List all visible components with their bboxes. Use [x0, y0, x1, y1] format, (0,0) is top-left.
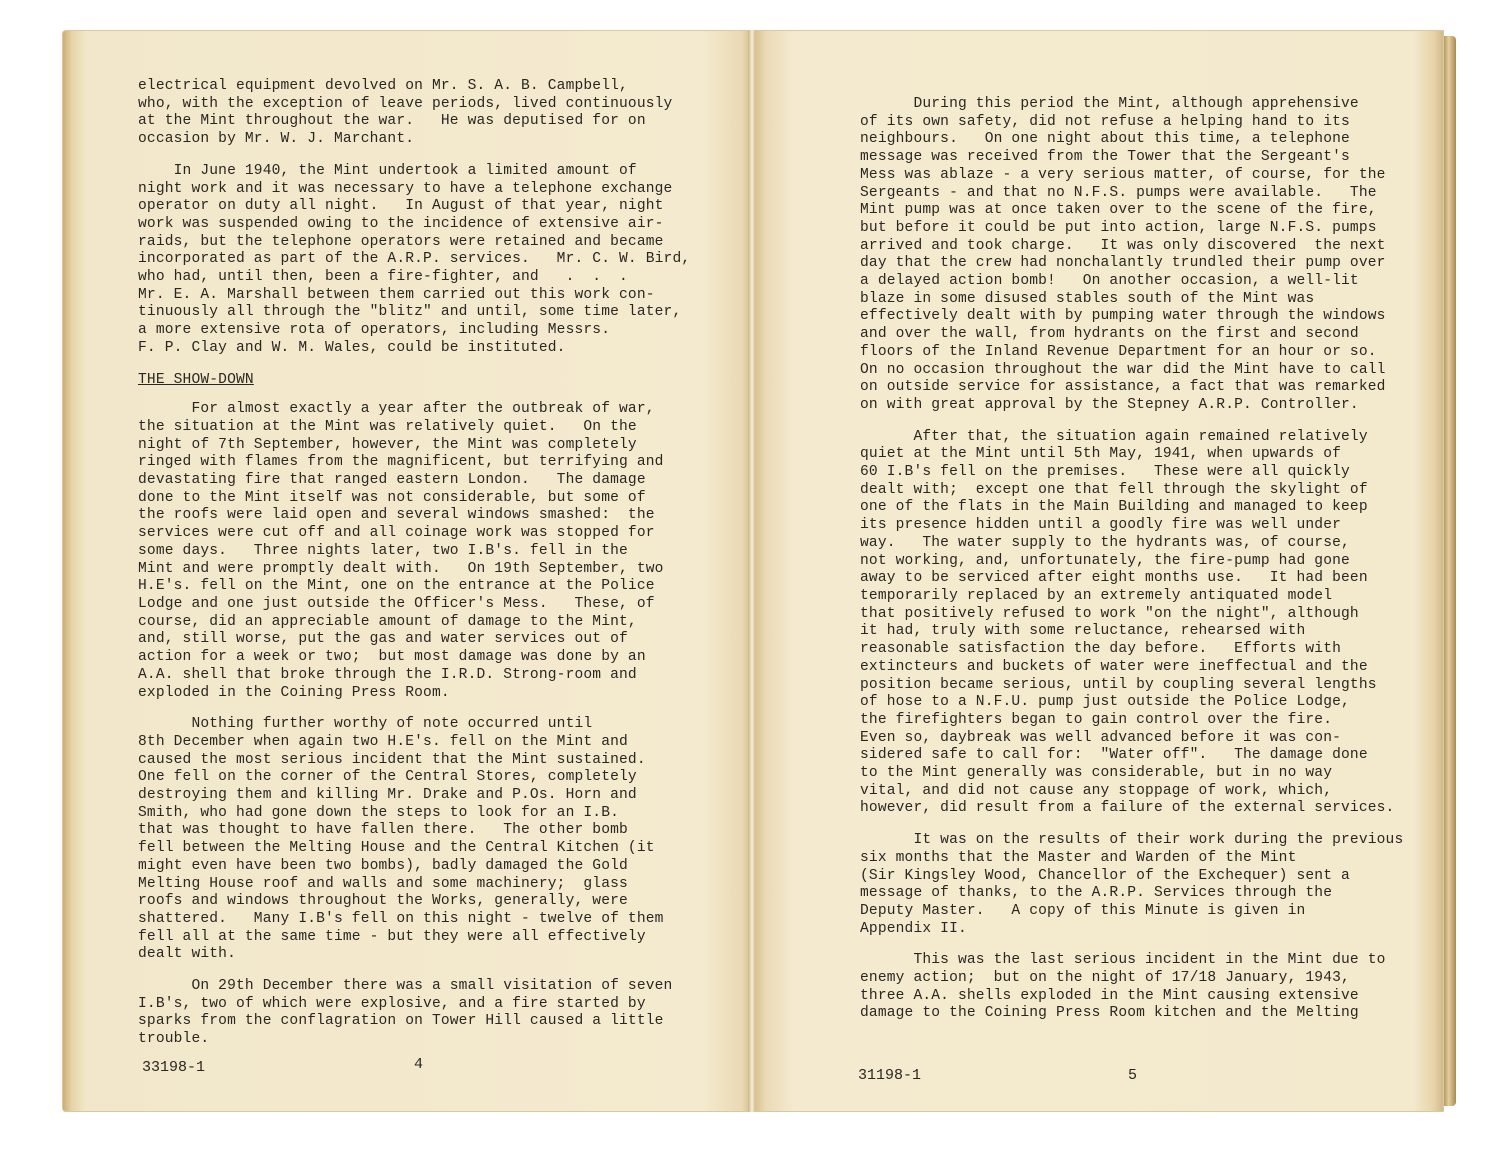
text-line: the roofs were laid open and several windows smashed: the — [138, 507, 655, 524]
text-line: 8th December when again two H.E's. fell on the Mint and — [138, 733, 628, 750]
text-line: message of thanks, to the A.R.P. Services through the — [860, 885, 1333, 902]
text-line: On no occasion throughout the war did the Mint have to call — [860, 361, 1386, 378]
text-line: of its own safety, did not refuse a helping hand to its — [860, 113, 1350, 130]
text-line: raids, but the telephone operators were retained and became — [138, 233, 664, 250]
text-line: might even have been two bombs), badly damaged the Gold — [138, 857, 628, 874]
text-line: quiet at the Mint until 5th May, 1941, when upwards of — [860, 446, 1342, 463]
paragraph — [138, 78, 718, 149]
paragraph — [860, 96, 1420, 415]
text-line: course, did an appreciable amount of damage to the Mint, — [138, 613, 637, 630]
text-line: at the Mint throughout the war. He was deputised for on — [138, 113, 646, 130]
text-line: Deputy Master. A copy of this Minute is given in — [860, 902, 1306, 919]
section-heading: THE SHOW-DOWN — [138, 371, 254, 388]
text-line: temporarily replaced by an extremely antiquated model — [860, 587, 1333, 604]
paragraph — [860, 429, 1420, 818]
booklet — [62, 30, 1457, 1115]
text-line: effectively dealt with by pumping water through the windows — [860, 308, 1386, 325]
text-line: sidered safe to call for: "Water off". The damage done — [860, 747, 1368, 764]
text-line: but before it could be put into action, large N.F.S. pumps — [860, 219, 1377, 236]
text-line: trouble. — [138, 1031, 210, 1048]
text-line: A.A. shell that broke through the I.R.D. Strong-room and — [138, 666, 637, 683]
text-line: destroying them and killing Mr. Drake and P.Os. Horn and — [138, 787, 637, 804]
text-line: Mint pump was at once taken over to the scene of the fire, — [860, 202, 1377, 219]
text-line: day that the crew had nonchalantly trundled their pump over — [860, 255, 1386, 272]
text-line: not working, and, unfortunately, the fire-pump had gone — [860, 552, 1350, 569]
text-line: 60 I.B's fell on the premises. These were all quickly — [860, 464, 1350, 481]
text-line: caused the most serious incident that the Mint sustained. — [138, 751, 646, 768]
text-line: H.E's. fell on the Mint, one on the entrance at the Police — [138, 578, 655, 595]
text-line: vital, and did not cause any stoppage of work, which, — [860, 782, 1333, 799]
text-line: dealt with. — [138, 946, 236, 963]
text-line: position became serious, until by coupling several lengths — [860, 676, 1377, 693]
text-line: In June 1940, the Mint undertook a limited amount of — [138, 162, 637, 179]
text-line: done to the Mint itself was not considerable, but some of — [138, 489, 646, 506]
text-line: (Sir Kingsley Wood, Chancellor of the Exchequer) sent a — [860, 867, 1350, 884]
left-page-text — [138, 78, 718, 1063]
text-line: away to be serviced after eight months use. It had been — [860, 570, 1368, 587]
text-line: and over the wall, from hydrants on the first and second — [860, 326, 1359, 343]
text-line: six months that the Master and Warden of the Mint — [860, 849, 1297, 866]
text-line: devastating fire that ranged eastern London. The damage — [138, 472, 646, 489]
text-line: a delayed action bomb! On another occasion, a well-lit — [860, 273, 1359, 290]
text-line: to the Mint generally was considerable, but in no way — [860, 765, 1333, 782]
text-line: Mr. E. A. Marshall between them carried out this work con- — [138, 286, 655, 303]
text-line: Mess was ablaze - a very serious matter, of course, for the — [860, 166, 1386, 183]
paragraph — [138, 716, 718, 964]
text-line: One fell on the corner of the Central Stores, completely — [138, 769, 637, 786]
text-line: and, still worse, put the gas and water services out of — [138, 631, 628, 648]
text-line: shattered. Many I.B's fell on this night - twelve of them — [138, 910, 664, 927]
text-line: that was thought to have fallen there. The other bomb — [138, 822, 628, 839]
text-line: sparks from the conflagration on Tower Hill caused a little — [138, 1013, 664, 1030]
text-line: that positively refused to work "on the night", although — [860, 605, 1359, 622]
text-line: During this period the Mint, although apprehensive — [860, 96, 1359, 112]
page-stack-edge — [1444, 36, 1456, 1106]
paragraph — [138, 978, 718, 1049]
text-line: For almost exactly a year after the outbreak of war, — [138, 401, 655, 418]
text-line: some days. Three nights later, two I.B's. fell in the — [138, 542, 628, 559]
left-page — [62, 30, 750, 1112]
text-line: exploded in the Coining Press Room. — [138, 684, 450, 701]
text-line: however, did result from a failure of the external services. — [860, 800, 1395, 817]
text-line: I.B's, two of which were explosive, and a fire started by — [138, 995, 646, 1012]
text-line: operator on duty all night. In August of that year, night — [138, 198, 664, 215]
text-line: a more extensive rota of operators, including Messrs. — [138, 322, 611, 339]
text-line: dealt with; except one that fell through the skylight of — [860, 481, 1368, 498]
text-line: After that, the situation again remained relatively — [860, 428, 1368, 445]
text-line: the firefighters began to gain control over the fire. — [860, 711, 1333, 728]
text-line: roofs and windows throughout the Works, generally, were — [138, 893, 628, 910]
paragraph — [860, 952, 1420, 1023]
left-footer-code: 33198-1 — [142, 1059, 206, 1076]
paragraph — [138, 401, 718, 702]
text-line: On 29th December there was a small visitation of seven — [138, 978, 673, 995]
text-line: one of the flats in the Main Building and managed to keep — [860, 499, 1368, 516]
text-line: Mint and were promptly dealt with. On 19th September, two — [138, 560, 664, 577]
right-page-number: 5 — [1128, 1067, 1138, 1084]
text-line: Melting House roof and walls and some machinery; glass — [138, 875, 628, 892]
text-line: the situation at the Mint was relatively quiet. On the — [138, 418, 637, 435]
text-line: who had, until then, been a fire-fighter, and . . . — [138, 269, 628, 286]
text-line: reasonable satisfaction the day before. Efforts with — [860, 641, 1342, 658]
text-line: who, with the exception of leave periods, lived continuously — [138, 95, 673, 112]
right-footer-code: 31198-1 — [858, 1067, 922, 1084]
text-line: damage to the Coining Press Room kitchen and the Melting — [860, 1005, 1359, 1022]
right-page-text — [860, 96, 1420, 1037]
paragraph — [860, 832, 1420, 938]
text-line: night of 7th September, however, the Mint was completely — [138, 436, 637, 453]
text-line: This was the last serious incident in the Mint due to — [860, 952, 1386, 969]
text-line: extincteurs and buckets of water were ineffectual and the — [860, 658, 1368, 675]
text-line: it had, truly with some reluctance, rehearsed with — [860, 623, 1306, 640]
text-line: occasion by Mr. W. J. Marchant. — [138, 131, 415, 148]
text-line: fell between the Melting House and the Central Kitchen (it — [138, 840, 655, 857]
text-line: work was suspended owing to the incidence of extensive air- — [138, 215, 664, 232]
text-line: of hose to a N.F.U. pump just outside the Police Lodge, — [860, 694, 1350, 711]
text-line: on with great approval by the Stepney A.R.P. Controller. — [860, 396, 1359, 413]
left-page-number: 4 — [414, 1056, 424, 1073]
text-line: Nothing further worthy of note occurred until — [138, 716, 593, 733]
text-line: electrical equipment devolved on Mr. S. A. B. Campbell, — [138, 78, 628, 94]
text-line: neighbours. On one night about this time, a telephone — [860, 131, 1350, 148]
text-line: fell all at the same time - but they were all effectively — [138, 928, 646, 945]
right-page — [754, 30, 1444, 1112]
text-line: message was received from the Tower that the Sergeant's — [860, 149, 1350, 166]
text-line: Lodge and one just outside the Officer's Mess. These, of — [138, 595, 655, 612]
text-line: night work and it was necessary to have a telephone exchange — [138, 180, 673, 197]
text-line: three A.A. shells exploded in the Mint causing extensive — [860, 987, 1359, 1004]
text-line: ringed with flames from the magnificent, but terrifying and — [138, 454, 664, 471]
text-line: floors of the Inland Revenue Department for an hour or so. — [860, 343, 1377, 360]
text-line: It was on the results of their work during the previous — [860, 832, 1404, 849]
text-line: action for a week or two; but most damage was done by an — [138, 649, 646, 666]
text-line: Smith, who had gone down the steps to look for an I.B. — [138, 804, 620, 821]
text-line: tinuously all through the "blitz" and until, some time later, — [138, 304, 682, 321]
text-line: way. The water supply to the hydrants was, of course, — [860, 534, 1350, 551]
text-line: incorporated as part of the A.R.P. services. Mr. C. W. Bird, — [138, 251, 691, 268]
text-line: its presence hidden until a goodly fire was well under — [860, 517, 1342, 534]
text-line: Even so, daybreak was well advanced before it was con- — [860, 729, 1342, 746]
text-line: services were cut off and all coinage work was stopped for — [138, 525, 655, 542]
text-line: Appendix II. — [860, 920, 967, 937]
text-line: F. P. Clay and W. M. Wales, could be instituted. — [138, 339, 566, 356]
text-line: enemy action; but on the night of 17/18 January, 1943, — [860, 970, 1350, 987]
paragraph — [138, 163, 718, 358]
text-line: Sergeants - and that no N.F.S. pumps were available. The — [860, 184, 1377, 201]
text-line: blaze in some disused stables south of the Mint was — [860, 290, 1315, 307]
text-line: arrived and took charge. It was only discovered the next — [860, 237, 1386, 254]
text-line: on outside service for assistance, a fact that was remarked — [860, 379, 1386, 396]
